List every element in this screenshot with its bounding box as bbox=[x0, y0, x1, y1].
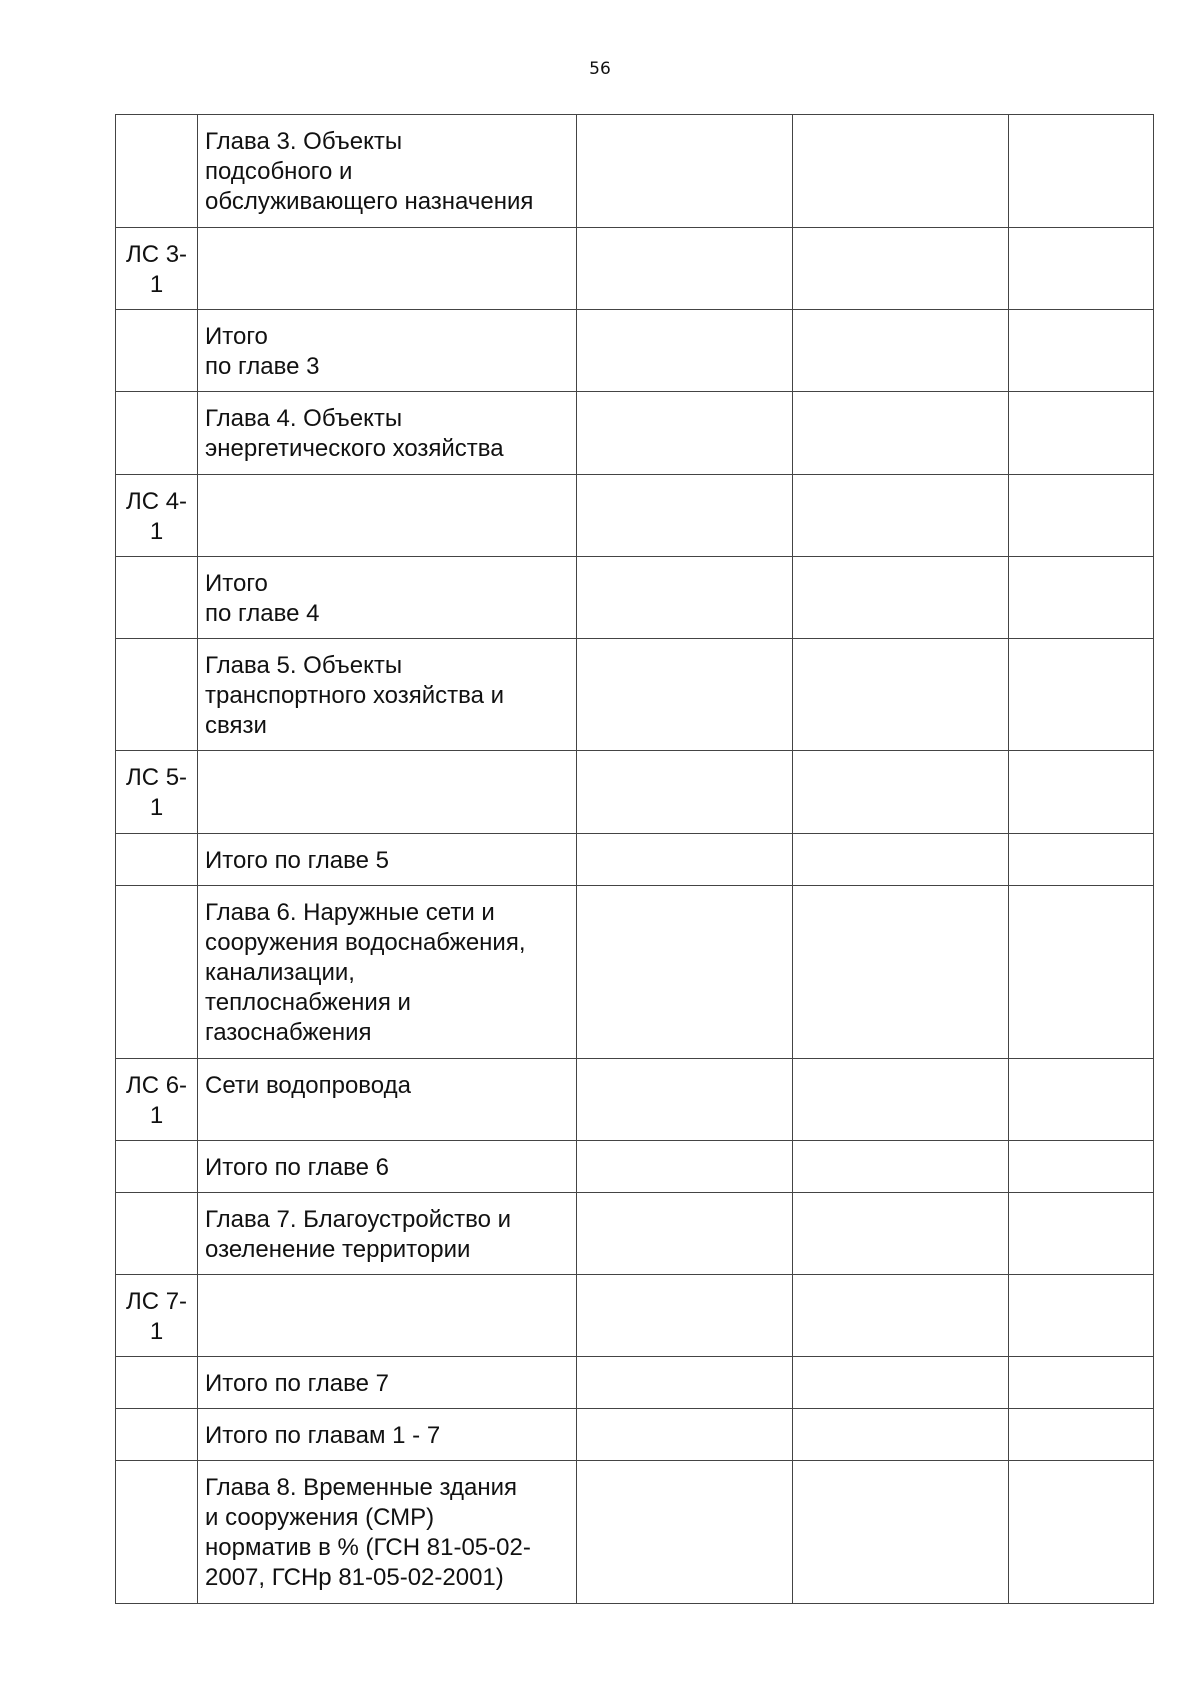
empty-value-cell bbox=[793, 1141, 1009, 1193]
empty-value-cell bbox=[1009, 557, 1154, 639]
empty-value-cell bbox=[577, 639, 793, 751]
estimate-code-cell bbox=[116, 1141, 198, 1193]
empty-value-cell bbox=[1009, 1193, 1154, 1275]
item-name-line: Итого по главе 6 bbox=[205, 1154, 389, 1181]
empty-value-cell bbox=[793, 557, 1009, 639]
estimate-code-line: 1 bbox=[149, 1102, 164, 1129]
estimate-code-cell bbox=[116, 1193, 198, 1275]
empty-value-cell bbox=[577, 228, 793, 310]
item-name-cell bbox=[198, 886, 577, 1059]
empty-value-cell bbox=[1009, 1141, 1154, 1193]
empty-value-cell bbox=[577, 1409, 793, 1461]
empty-value-cell bbox=[793, 1461, 1009, 1604]
item-name-cell bbox=[198, 1193, 577, 1275]
empty-value-cell bbox=[577, 1059, 793, 1141]
table-row bbox=[116, 751, 1154, 834]
item-name-line: газоснабжения bbox=[205, 1019, 372, 1046]
item-name-line: норматив в % (ГСН 81-05-02- bbox=[205, 1534, 531, 1561]
empty-value-cell bbox=[1009, 751, 1154, 834]
empty-value-cell bbox=[577, 392, 793, 475]
estimate-code-cell bbox=[116, 834, 198, 886]
empty-value-cell bbox=[793, 886, 1009, 1059]
item-name-cell bbox=[198, 115, 577, 228]
table-row bbox=[116, 115, 1154, 228]
estimate-code-line: ЛС 4- bbox=[125, 488, 188, 515]
item-name-cell bbox=[198, 228, 577, 310]
item-name-line: Итого по главе 7 bbox=[205, 1370, 389, 1397]
empty-value-cell bbox=[1009, 1461, 1154, 1604]
estimate-code-cell bbox=[116, 475, 198, 557]
item-name-line: теплоснабжения и bbox=[205, 989, 411, 1016]
table-row bbox=[116, 1141, 1154, 1193]
estimate-code-line: ЛС 6- bbox=[125, 1072, 188, 1099]
table-row bbox=[116, 886, 1154, 1059]
table-row bbox=[116, 228, 1154, 310]
item-name-line: озеленение территории bbox=[205, 1236, 471, 1263]
table-row bbox=[116, 1059, 1154, 1141]
item-name-line: Итого bbox=[205, 323, 268, 350]
table-row bbox=[116, 639, 1154, 751]
item-name-line: Итого по главе 5 bbox=[205, 847, 389, 874]
estimate-code-cell bbox=[116, 886, 198, 1059]
item-name-cell bbox=[198, 751, 577, 834]
empty-value-cell bbox=[1009, 228, 1154, 310]
empty-value-cell bbox=[577, 557, 793, 639]
item-name-line: подсобного и bbox=[205, 158, 353, 185]
estimate-code-cell bbox=[116, 115, 198, 228]
item-name-line: и сооружения (СМР) bbox=[205, 1504, 435, 1531]
empty-value-cell bbox=[577, 751, 793, 834]
item-name-line: по главе 3 bbox=[205, 353, 320, 380]
item-name-cell bbox=[198, 1059, 577, 1141]
empty-value-cell bbox=[1009, 1409, 1154, 1461]
item-name-cell bbox=[198, 1409, 577, 1461]
estimate-code-line: 1 bbox=[149, 518, 164, 545]
estimate-code-cell bbox=[116, 557, 198, 639]
table-row bbox=[116, 1275, 1154, 1357]
item-name-line: Глава 4. Объекты bbox=[205, 405, 403, 432]
empty-value-cell bbox=[1009, 310, 1154, 392]
estimate-code-cell bbox=[116, 639, 198, 751]
table-row bbox=[116, 310, 1154, 392]
item-name-cell bbox=[198, 392, 577, 475]
empty-value-cell bbox=[793, 1409, 1009, 1461]
item-name-cell bbox=[198, 1141, 577, 1193]
empty-value-cell bbox=[577, 310, 793, 392]
empty-value-cell bbox=[1009, 886, 1154, 1059]
empty-value-cell bbox=[1009, 639, 1154, 751]
table-row bbox=[116, 392, 1154, 475]
empty-value-cell bbox=[1009, 1059, 1154, 1141]
empty-value-cell bbox=[1009, 834, 1154, 886]
empty-value-cell bbox=[1009, 1275, 1154, 1357]
item-name-line: связи bbox=[205, 712, 267, 739]
empty-value-cell bbox=[793, 1193, 1009, 1275]
item-name-line: Глава 6. Наружные сети и bbox=[205, 899, 495, 926]
empty-value-cell bbox=[1009, 1357, 1154, 1409]
item-name-line: транспортного хозяйства и bbox=[205, 682, 505, 709]
empty-value-cell bbox=[793, 475, 1009, 557]
estimate-code-cell bbox=[116, 1409, 198, 1461]
estimate-table bbox=[115, 114, 1154, 1604]
item-name-line: Итого по главам 1 - 7 bbox=[205, 1422, 441, 1449]
empty-value-cell bbox=[577, 1141, 793, 1193]
empty-value-cell bbox=[577, 1275, 793, 1357]
empty-value-cell bbox=[1009, 115, 1154, 228]
empty-value-cell bbox=[793, 115, 1009, 228]
estimate-code-cell bbox=[116, 228, 198, 310]
table-row bbox=[116, 557, 1154, 639]
item-name-line: обслуживающего назначения bbox=[205, 188, 534, 215]
item-name-line: Итого bbox=[205, 570, 268, 597]
table-body bbox=[116, 115, 1154, 1604]
empty-value-cell bbox=[793, 1275, 1009, 1357]
table-row bbox=[116, 834, 1154, 886]
item-name-line: 2007, ГСНр 81-05-02-2001) bbox=[205, 1564, 504, 1591]
item-name-cell bbox=[198, 834, 577, 886]
item-name-line: Глава 7. Благоустройство и bbox=[205, 1206, 512, 1233]
page-number: 56 bbox=[589, 59, 611, 79]
table-row bbox=[116, 1193, 1154, 1275]
item-name-cell bbox=[198, 557, 577, 639]
item-name-line: канализации, bbox=[205, 959, 355, 986]
estimate-code-cell bbox=[116, 310, 198, 392]
empty-value-cell bbox=[793, 228, 1009, 310]
item-name-cell bbox=[198, 1357, 577, 1409]
estimate-code-cell bbox=[116, 1059, 198, 1141]
empty-value-cell bbox=[793, 392, 1009, 475]
item-name-line: Глава 5. Объекты bbox=[205, 652, 403, 679]
item-name-cell bbox=[198, 1275, 577, 1357]
estimate-code-line: 1 bbox=[149, 1318, 164, 1345]
empty-value-cell bbox=[793, 834, 1009, 886]
empty-value-cell bbox=[793, 639, 1009, 751]
empty-value-cell bbox=[577, 1193, 793, 1275]
estimate-code-cell bbox=[116, 1275, 198, 1357]
estimate-code-line: 1 bbox=[149, 271, 164, 298]
table-row bbox=[116, 1409, 1154, 1461]
empty-value-cell bbox=[1009, 392, 1154, 475]
estimate-code-line: ЛС 5- bbox=[125, 764, 188, 791]
empty-value-cell bbox=[793, 310, 1009, 392]
empty-value-cell bbox=[577, 886, 793, 1059]
empty-value-cell bbox=[577, 834, 793, 886]
empty-value-cell bbox=[577, 115, 793, 228]
empty-value-cell bbox=[577, 1357, 793, 1409]
item-name-cell bbox=[198, 639, 577, 751]
item-name-line: Глава 3. Объекты bbox=[205, 128, 403, 155]
item-name-line: энергетического хозяйства bbox=[205, 435, 504, 462]
empty-value-cell bbox=[793, 1059, 1009, 1141]
empty-value-cell bbox=[577, 475, 793, 557]
estimate-code-cell bbox=[116, 751, 198, 834]
table-row bbox=[116, 475, 1154, 557]
estimate-code-line: ЛС 3- bbox=[125, 241, 188, 268]
item-name-line: сооружения водоснабжения, bbox=[205, 929, 526, 956]
item-name-cell bbox=[198, 475, 577, 557]
estimate-code-cell bbox=[116, 1461, 198, 1604]
estimate-code-cell bbox=[116, 1357, 198, 1409]
table-row bbox=[116, 1461, 1154, 1604]
empty-value-cell bbox=[1009, 475, 1154, 557]
estimate-code-line: ЛС 7- bbox=[125, 1288, 188, 1315]
item-name-line: Глава 8. Временные здания bbox=[205, 1474, 517, 1501]
item-name-line: Сети водопровода bbox=[205, 1072, 411, 1099]
estimate-code-cell bbox=[116, 392, 198, 475]
table-row bbox=[116, 1357, 1154, 1409]
empty-value-cell bbox=[793, 751, 1009, 834]
item-name-cell bbox=[198, 1461, 577, 1604]
item-name-cell bbox=[198, 310, 577, 392]
item-name-line: по главе 4 bbox=[205, 600, 320, 627]
estimate-code-line: 1 bbox=[149, 794, 164, 821]
empty-value-cell bbox=[577, 1461, 793, 1604]
empty-value-cell bbox=[793, 1357, 1009, 1409]
